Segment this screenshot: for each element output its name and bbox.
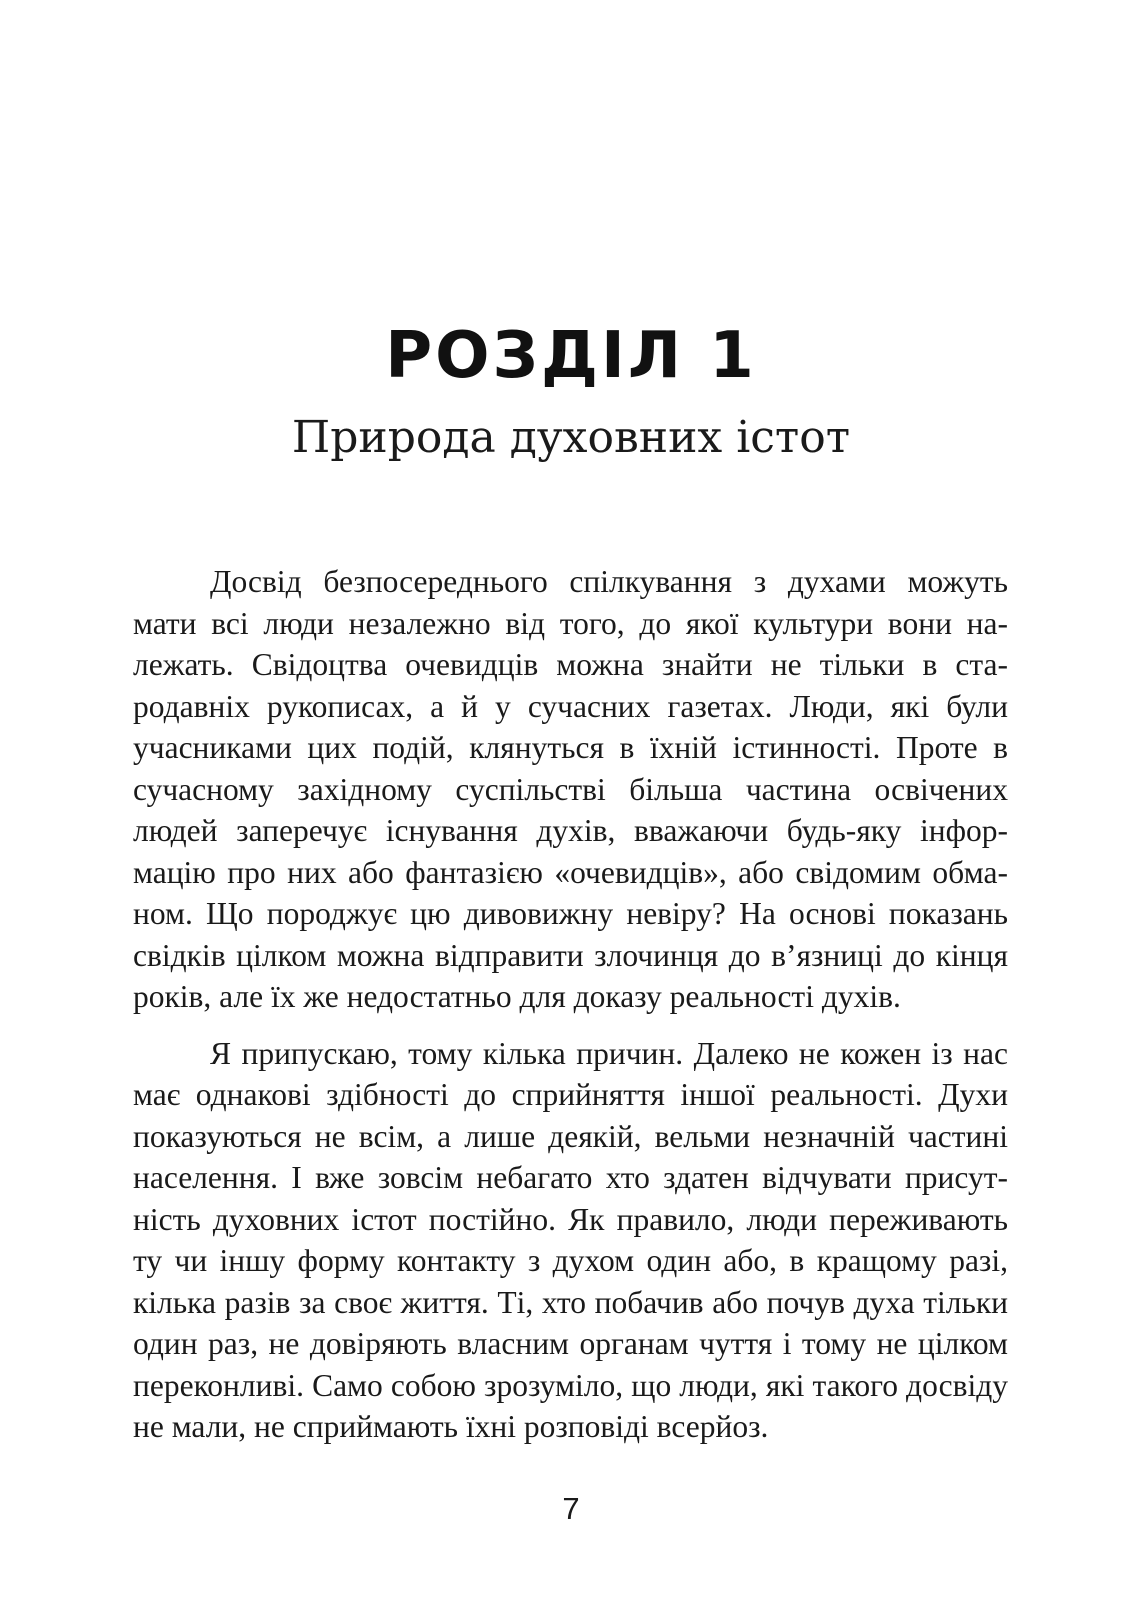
chapter-heading: РОЗДІЛ 1: [385, 319, 757, 393]
chapter-title: Природа духовних істот: [291, 412, 851, 463]
paragraph: Я припускаю, тому кілька причин. Далеко не кожен із нас має однакові здібності до сприйняття іншої реальності. Духи показуються не всім, а лише деякій, вельми незначній частині населення. І вже зовсім небагато хто здатен відчувати присутність духовних істот постійно. Як правило, люди переживають ту чи іншу форму контакту з духом один або, в кращому разі, кілька разів за своє життя. Ті, хто побачив або почув духа тільки один раз, не довіряють власним органам чуття і тому не цілком переконливі. Само собою зрозуміло, що люди, які такого досвіду не мали, не сприймають їхні розповіді всерйоз.: [133, 1035, 1008, 1444]
body-text: [133, 561, 1008, 1448]
paragraph: Досвід безпосереднього спілкування з духами можуть мати всі люди незалежно від того, до якої культури вони належать. Свідоцтва очевидців можна знайти не тільки в стародавніх рукописах, а й у сучасних газетах. Люди, які були учасниками цих подій, клянуться в їхній істинності. Проте в сучасному західному суспільстві більша частина освічених людей заперечує існування духів, вважаючи будь-яку інформацію про них або фантазією «очевидців», або свідомим обманом. Що породжує цю дивовижну невіру? На основі показань свідків цілком можна відправити злочинця до в’язниці до кінця років, але їх же недостатньо для доказу реальності духів.: [133, 564, 1008, 1014]
page-number: 7: [562, 1491, 580, 1526]
